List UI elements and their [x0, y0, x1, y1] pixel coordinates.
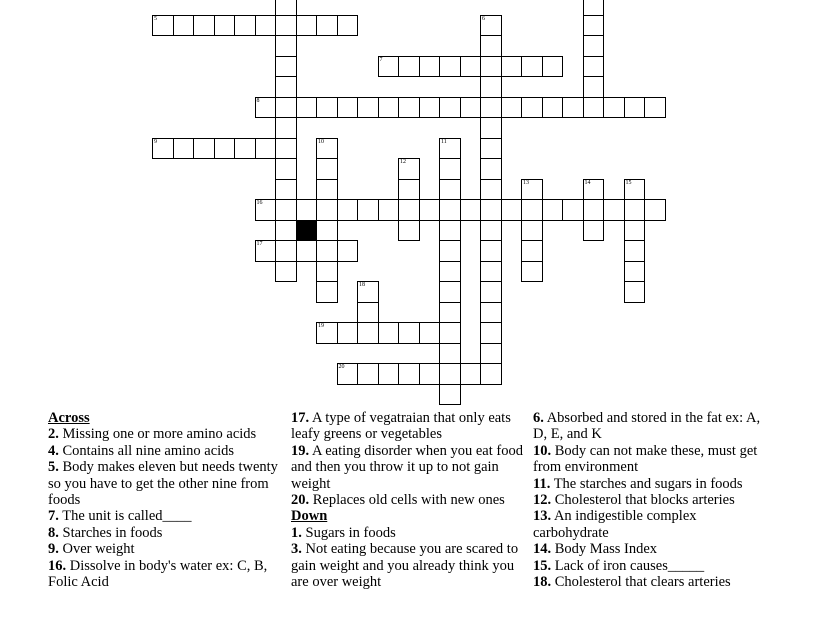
crossword-cell[interactable]	[255, 15, 277, 37]
clue	[48, 541, 278, 557]
clue-number: 8	[256, 97, 260, 104]
crossword-cell[interactable]	[624, 220, 646, 242]
clue-num: 20.	[291, 492, 310, 509]
crossword-cell[interactable]	[480, 15, 502, 37]
crossword-cell[interactable]	[583, 35, 605, 57]
clue	[291, 443, 523, 492]
clue-number: 15	[625, 179, 632, 186]
crossword-cell[interactable]	[521, 261, 543, 283]
clue	[48, 459, 278, 508]
clue	[533, 574, 763, 590]
crossword-cell[interactable]	[337, 240, 359, 262]
crossword-cell[interactable]	[480, 261, 502, 283]
crossword-cell[interactable]	[439, 158, 461, 180]
clue	[48, 508, 278, 524]
crossword-cell[interactable]	[603, 97, 625, 119]
crossword-cell[interactable]	[357, 97, 379, 119]
crossword-cell[interactable]	[542, 199, 564, 221]
crossword-cell[interactable]	[398, 220, 420, 242]
clue-text: Dissolve in body's water ex: C, B, Folic Acid	[48, 557, 268, 591]
crossword-cell[interactable]	[439, 302, 461, 324]
clue-num: 14.	[533, 541, 552, 558]
crossword-cell[interactable]	[480, 179, 502, 201]
across-clue-list-continued	[291, 410, 523, 508]
clue-num: 10.	[533, 442, 552, 459]
clue	[291, 492, 523, 508]
clue-num: 4.	[48, 442, 59, 459]
clue-num: 2.	[48, 426, 59, 443]
crossword-cell[interactable]	[480, 35, 502, 57]
crossword-cell[interactable]	[542, 56, 564, 78]
crossword-cell[interactable]	[378, 199, 400, 221]
crossword-cell[interactable]	[439, 240, 461, 262]
crossword-cell[interactable]	[562, 199, 584, 221]
crossword-cell[interactable]	[316, 322, 338, 344]
down-clue-list-continued	[533, 410, 763, 590]
crossword-cell[interactable]	[398, 97, 420, 119]
crossword-cell[interactable]	[480, 117, 502, 139]
crossword-cell[interactable]	[562, 97, 584, 119]
clue	[533, 492, 763, 508]
clue-number: 20	[338, 364, 345, 370]
crossword-cell[interactable]	[624, 281, 646, 303]
crossword-cell[interactable]	[337, 199, 359, 221]
crossword-cell[interactable]	[480, 199, 502, 221]
clue-text: Body can not make these, must get from environment	[533, 442, 758, 476]
crossword-cell[interactable]	[439, 363, 461, 385]
crossword-cell[interactable]	[480, 76, 502, 98]
clue-number: 13	[523, 179, 529, 186]
crossword-cell[interactable]	[583, 56, 605, 78]
crossword-cell[interactable]	[275, 35, 297, 57]
crossword-cell[interactable]	[460, 56, 482, 78]
crossword-cell[interactable]	[398, 179, 420, 201]
clue	[533, 443, 763, 476]
crossword-cell[interactable]	[521, 240, 543, 262]
crossword-cell[interactable]	[521, 56, 543, 78]
clue-num: 12.	[533, 492, 552, 509]
crossword-cell[interactable]	[644, 199, 666, 221]
crossword-cell[interactable]	[644, 97, 666, 119]
crossword-cell[interactable]	[624, 240, 646, 262]
across-header: Across	[48, 410, 90, 426]
crossword-cell[interactable]	[398, 363, 420, 385]
crossword-cell[interactable]	[624, 261, 646, 283]
crossword-cell[interactable]	[357, 199, 379, 221]
clue-text: Replaces old cells with new ones	[309, 492, 505, 509]
clue-num: 13.	[533, 508, 552, 525]
crossword-cell[interactable]	[255, 138, 277, 160]
clue-num: 9.	[48, 541, 59, 558]
crossword-cell[interactable]	[316, 158, 338, 180]
crossword-cell[interactable]	[234, 138, 256, 160]
clue-num: 15.	[533, 557, 552, 574]
crossword-cell[interactable]	[316, 97, 338, 119]
clues-column-2	[291, 410, 523, 590]
crossword-cell[interactable]	[624, 179, 646, 201]
clue-num: 5.	[48, 459, 59, 476]
clue-text: A eating disorder when you eat food and then you throw it up to not gain weight	[291, 442, 523, 492]
clue-text: Body makes eleven but needs twenty so you have to get the other nine from foods	[48, 459, 278, 509]
crossword-cell[interactable]	[275, 15, 297, 37]
crossword-cell[interactable]	[439, 97, 461, 119]
crossword-cell[interactable]	[173, 138, 195, 160]
across-clue-list	[48, 426, 278, 590]
crossword-cell[interactable]	[275, 240, 297, 262]
clue	[48, 426, 278, 442]
clues-column-1	[48, 410, 278, 590]
clue-text: Over weight	[58, 541, 135, 558]
clue	[533, 541, 763, 557]
crossword-cell[interactable]	[624, 199, 646, 221]
clue-num: 17.	[291, 410, 310, 426]
clue	[533, 558, 763, 574]
clue-text: Contains all nine amino acids	[58, 442, 235, 459]
crossword-cell[interactable]	[521, 179, 543, 201]
crossword-cell[interactable]	[419, 363, 441, 385]
crossword-cell[interactable]	[439, 199, 461, 221]
clue-text: An indigestible complex carbohydrate	[533, 508, 697, 541]
crossword-cell[interactable]	[439, 56, 461, 78]
crossword-cell[interactable]	[480, 240, 502, 262]
clue-num: 3.	[291, 541, 302, 558]
crossword-cell[interactable]	[275, 158, 297, 180]
crossword-cell[interactable]	[398, 322, 420, 344]
crossword-cell[interactable]	[398, 199, 420, 221]
crossword-cell[interactable]	[439, 384, 461, 406]
clue-num: 6.	[533, 410, 544, 426]
crossword-cell[interactable]	[480, 281, 502, 303]
clue-text: A type of vegatraian that only eats leafy greens or vegetables	[291, 410, 511, 443]
crossword-cell[interactable]	[521, 97, 543, 119]
clue-num: 1.	[291, 524, 302, 541]
clue-number: 14	[584, 179, 591, 186]
clue	[533, 508, 763, 541]
crossword-cell[interactable]	[439, 138, 461, 160]
clue	[291, 541, 523, 590]
down-header: Down	[291, 508, 328, 525]
crossword-cell[interactable]	[357, 281, 379, 303]
clue-text: Body Mass Index	[551, 541, 658, 558]
crossword-cell[interactable]	[439, 220, 461, 242]
clue	[291, 410, 523, 443]
clue-num: 7.	[48, 508, 59, 525]
crossword-cell[interactable]	[275, 138, 297, 160]
clue-number: 7	[379, 56, 383, 63]
crossword-cell[interactable]	[583, 199, 605, 221]
crossword-cell[interactable]	[337, 15, 359, 37]
crossword-cell[interactable]	[275, 220, 297, 242]
crossword-cell[interactable]	[480, 363, 502, 385]
crossword-cell[interactable]	[316, 281, 338, 303]
crossword-cell[interactable]	[378, 97, 400, 119]
crossword-cell[interactable]	[173, 15, 195, 37]
crossword-cell[interactable]	[460, 363, 482, 385]
crossword-cell[interactable]	[214, 15, 236, 37]
crossword-cell[interactable]	[378, 363, 400, 385]
crossword-cell[interactable]	[480, 302, 502, 324]
crossword-cell[interactable]	[214, 138, 236, 160]
crossword-cell[interactable]	[316, 138, 338, 160]
crossword-cell[interactable]	[583, 97, 605, 119]
crossword-cell[interactable]	[480, 343, 502, 365]
crossword-cell[interactable]	[583, 220, 605, 242]
clue-text: Cholesterol that clears arteries	[551, 574, 731, 591]
clue-number: 12	[400, 159, 406, 165]
crossword-cell[interactable]	[275, 199, 297, 221]
crossword-cell[interactable]	[480, 97, 502, 119]
clue-num: 18.	[533, 574, 552, 591]
crossword-cell[interactable]	[480, 158, 502, 180]
clue-text: Starches in foods	[58, 524, 163, 541]
crossword-cell[interactable]	[419, 199, 441, 221]
crossword-cell[interactable]	[357, 363, 379, 385]
crossword-cell[interactable]	[501, 56, 523, 78]
crossword-cell[interactable]	[501, 199, 523, 221]
crossword-cell[interactable]	[521, 220, 543, 242]
crossword-cell[interactable]	[542, 97, 564, 119]
clue-number: 17	[256, 241, 263, 247]
crossword-cell[interactable]	[275, 56, 297, 78]
crossword-cell[interactable]	[296, 15, 318, 37]
crossword-cell[interactable]	[296, 240, 318, 262]
clue-number: 16	[256, 200, 263, 206]
clue-text: Sugars in foods	[301, 524, 396, 541]
clue	[533, 410, 763, 443]
clue-number: 10	[318, 138, 324, 145]
clue-num: 19.	[291, 442, 310, 459]
clue-text: The unit is called____	[58, 508, 192, 525]
crossword-cell[interactable]	[275, 97, 297, 119]
crossword-cell[interactable]	[378, 322, 400, 344]
clue-number: 5	[154, 15, 157, 22]
crossword-cell[interactable]	[296, 97, 318, 119]
clues-column-3	[533, 410, 763, 590]
crossword-cell[interactable]	[193, 15, 215, 37]
crossword-cell[interactable]	[275, 76, 297, 98]
crossword-cell[interactable]	[583, 15, 605, 37]
crossword-cell[interactable]	[480, 138, 502, 160]
clue-number: 6	[482, 15, 485, 22]
crossword-cell[interactable]	[193, 138, 215, 160]
crossword-cell[interactable]	[357, 322, 379, 344]
crossword-cell[interactable]	[583, 0, 605, 16]
clue-text: Absorbed and stored in the fat ex: A, D, E, and K	[533, 410, 761, 443]
crossword-cell[interactable]	[316, 179, 338, 201]
clue	[48, 443, 278, 459]
crossword-cell[interactable]	[152, 15, 174, 37]
clue-num: 11.	[533, 475, 551, 492]
clue	[291, 525, 523, 541]
crossword-cell[interactable]	[296, 199, 318, 221]
clue-number: 18	[359, 282, 365, 288]
crossword-cell[interactable]	[480, 56, 502, 78]
crossword-cell[interactable]	[439, 179, 461, 201]
crossword-cell[interactable]	[255, 240, 277, 262]
crossword-cell[interactable]	[275, 261, 297, 283]
crossword-cell[interactable]	[275, 117, 297, 139]
crossword-cell[interactable]	[439, 261, 461, 283]
crossword-cell[interactable]	[583, 179, 605, 201]
crossword-cell[interactable]	[255, 97, 277, 119]
crossword-cell[interactable]	[357, 302, 379, 324]
crossword-cell[interactable]	[316, 15, 338, 37]
crossword-cell[interactable]	[316, 240, 338, 262]
crossword-cell[interactable]	[521, 199, 543, 221]
crossword-cell[interactable]	[624, 97, 646, 119]
crossword-cell[interactable]	[275, 179, 297, 201]
crossword-cell[interactable]	[460, 97, 482, 119]
crossword-cell[interactable]	[152, 138, 174, 160]
crossword-cell[interactable]	[419, 97, 441, 119]
crossword-cell[interactable]	[583, 76, 605, 98]
crossword-cell[interactable]	[603, 199, 625, 221]
clue	[48, 558, 278, 591]
crossword-cell[interactable]	[460, 199, 482, 221]
crossword-cell[interactable]	[337, 97, 359, 119]
crossword-cell[interactable]	[316, 220, 338, 242]
crossword-cell[interactable]	[501, 97, 523, 119]
crossword-cell[interactable]	[419, 322, 441, 344]
crossword-cell[interactable]	[480, 220, 502, 242]
crossword-cell[interactable]	[439, 281, 461, 303]
crossword-cell[interactable]	[480, 322, 502, 344]
crossword-cell[interactable]	[316, 261, 338, 283]
black-square	[296, 220, 318, 242]
clue-text: Not eating because you are scared to gain weight and you already think you are over weight	[291, 541, 519, 591]
clue-text: Lack of iron causes_____	[551, 557, 705, 574]
clue-num: 16.	[48, 557, 67, 574]
clue-text: Missing one or more amino acids	[58, 426, 257, 443]
crossword-cell[interactable]	[316, 199, 338, 221]
crossword-cell[interactable]	[439, 322, 461, 344]
clue	[48, 525, 278, 541]
clue-text: The starches and sugars in foods	[550, 475, 743, 492]
crossword-cell[interactable]	[439, 343, 461, 365]
clue-number: 19	[318, 323, 324, 329]
crossword-cell[interactable]	[234, 15, 256, 37]
crossword-cell[interactable]	[398, 56, 420, 78]
crossword-cell[interactable]	[337, 322, 359, 344]
crossword-cell[interactable]	[378, 56, 400, 78]
clue	[533, 476, 763, 492]
clue-num: 8.	[48, 524, 59, 541]
clue-text: Cholesterol that blocks arteries	[551, 492, 735, 509]
clue-number: 9	[154, 138, 157, 145]
clue-number: 11	[441, 138, 447, 145]
crossword-cell[interactable]	[337, 363, 359, 385]
crossword-cell[interactable]	[419, 56, 441, 78]
crossword-cell[interactable]	[255, 199, 277, 221]
crossword-cell[interactable]	[398, 158, 420, 180]
down-clue-list	[291, 525, 523, 591]
crossword-cell[interactable]	[275, 0, 297, 16]
